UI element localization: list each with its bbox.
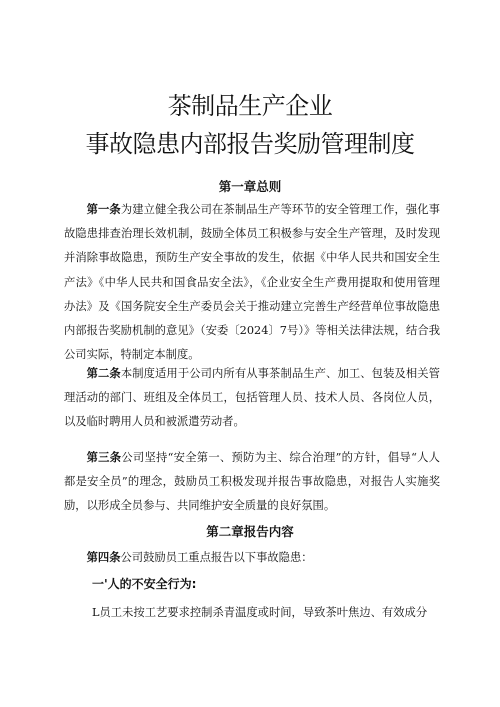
article-1-paragraph [64,198,440,367]
document-title-line1: 茶制品生产企业 [167,92,333,120]
document-title-line2: 事故隐患内部报告奖励管理制度 [85,130,415,158]
article-2-label: 第二条 [86,367,121,380]
article-2-text: 本制度适用于公司内所有从事茶制品生产、加工、包装及相关管理活动的部门、班组及全体员工，包括管理人员、技术人员、各岗位人员，以及临时聘用人员和被派遣劳动者。 [64,367,440,429]
article-1-label: 第一条 [86,203,121,216]
article-4-paragraph [64,546,440,570]
article-4-text: 公司鼓励员工重点报告以下事故隐患： [120,551,313,564]
section-heading-unsafe-behavior: 一'人的不安全行为: [92,577,197,591]
chapter-2-heading: 第二章报告内容 [206,524,294,539]
article-4-label: 第四条 [86,551,121,564]
article-2-paragraph [64,362,440,435]
article-3-label: 第三条 [86,451,122,464]
article-3-paragraph [64,446,440,519]
article-3-text: 公司坚持“安全第一、预防为主、综合治理”的方针，倡导“人人都是安全员”的理念，鼓励员工积极发现并报告事故隐患，对报告人实施奖励，以形成全员参与、共同维护安全质量的良好氛围。 [64,451,440,513]
article-1-text: 为建立健全我公司在茶制品生产等环节的安全管理工作，强化事故隐患排查治理长效机制，鼓励全体员工积极参与安全生产管理，及时发现并消除事故隐患，预防生产安全事故的发生，依据《中华人民共和国安全生产法》《中华人民共和国食品安全法》，《企业安全生产费用提取和使用管理办法》及《国务院安全生产委员会关于推动建立完善生产经营单位事故隐患内部报告奖励机制的意见》（安委〔2024〕7号）》等相关法律法规，结合我公司实际，特制定本制度。 [64,203,440,362]
list-item: L员工未按工艺要求控制杀青温度或时间，导致茶叶焦边、有效成分 [92,606,428,619]
chapter-1-heading: 第一章总则 [218,179,282,194]
